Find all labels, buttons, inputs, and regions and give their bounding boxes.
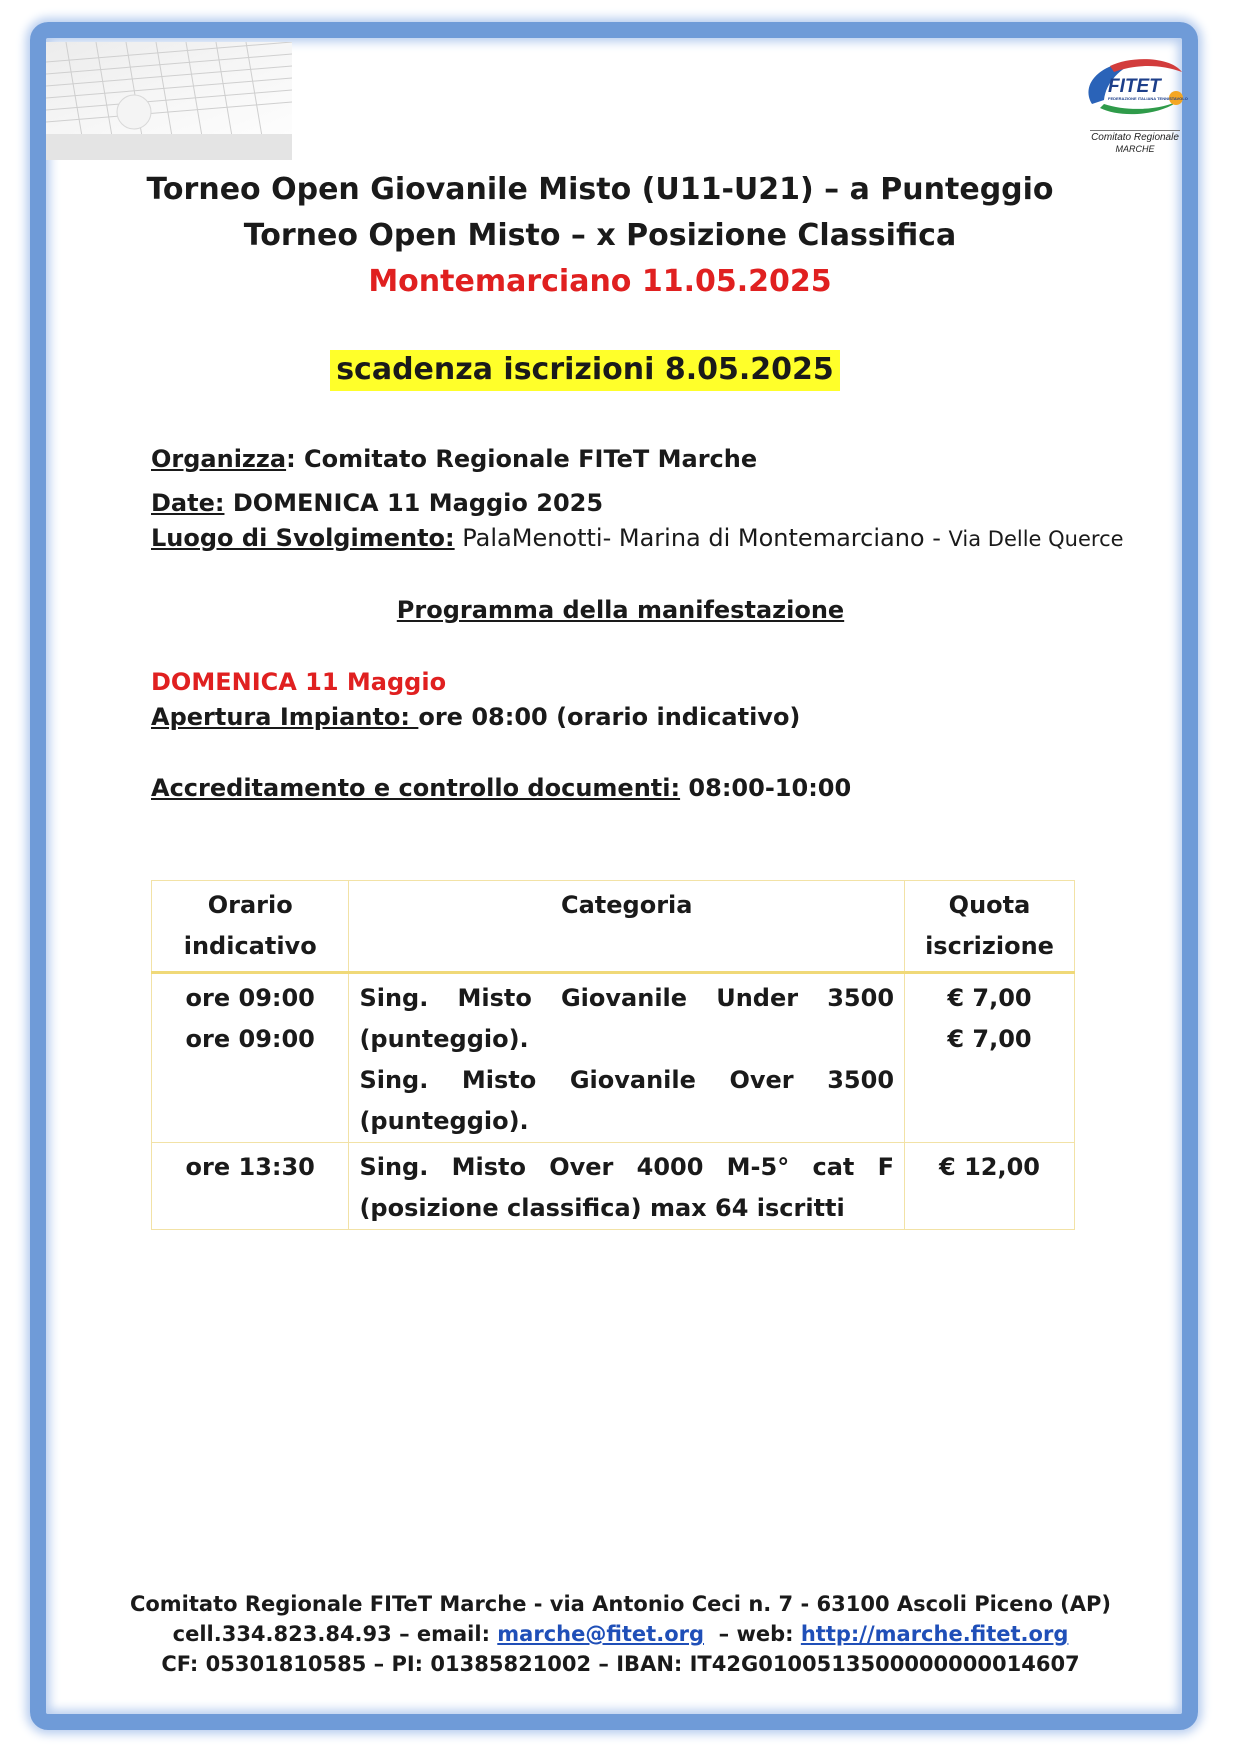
time-value: ore 09:00 <box>185 1025 315 1053</box>
accredito-value: 08:00-10:00 <box>680 774 852 802</box>
organizza-label: Organizza <box>151 445 287 473</box>
luogo-address: Via Delle Querce <box>948 527 1124 551</box>
fee-cell <box>905 973 1075 1143</box>
date-value: DOMENICA 11 Maggio 2025 <box>224 489 604 517</box>
time-value: ore 09:00 <box>185 984 315 1012</box>
organizza-line <box>151 445 757 473</box>
apertura-line <box>151 703 800 731</box>
luogo-line <box>151 524 1124 552</box>
fitet-logo <box>1070 54 1200 158</box>
apertura-value: ore 08:00 (orario indicativo) <box>418 703 801 731</box>
fee-value: € 12,00 <box>939 1153 1040 1181</box>
logo-tagline: FEDERAZIONE ITALIANA TENNISTAVOLO <box>1108 96 1188 101</box>
footer-fiscal: CF: 05301810585 – PI: 01385821002 – IBAN: IT42G0100513500000000014607 <box>161 1652 1080 1676</box>
category-value: Sing. Misto Over 4000 M-5° cat F (posizione classifica) max 64 iscritti <box>359 1153 895 1222</box>
accredito-label: Accreditamento e controllo documenti: <box>151 774 681 802</box>
table-header-row <box>152 881 1075 973</box>
footer-contacts <box>0 1622 1241 1646</box>
category-cell <box>349 973 905 1143</box>
accredito-line <box>151 774 851 802</box>
fee-value: € 7,00 <box>947 984 1032 1012</box>
footer-web-label: – web: <box>704 1622 801 1646</box>
table-row <box>152 1143 1075 1230</box>
header-categoria: Categoria <box>349 881 905 973</box>
date-label: Date: <box>151 489 225 517</box>
logo-divider <box>1090 130 1180 131</box>
luogo-label: Luogo di Svolgimento: <box>151 524 455 552</box>
logo-committee: Comitato Regionale <box>1091 132 1179 143</box>
header-quota <box>905 881 1075 973</box>
category-value: Sing. Misto Giovanile Over 3500 (punteggio). <box>359 1066 895 1135</box>
fee-value: € 7,00 <box>947 1025 1032 1053</box>
table-tennis-net-photo <box>46 42 292 160</box>
organizza-value: : Comitato Regionale FITeT Marche <box>286 445 758 473</box>
header-orario <box>152 881 349 973</box>
luogo-value: PalaMenotti- Marina di Montemarciano - <box>454 524 949 552</box>
title-line-3: Montemarciano 11.05.2025 <box>368 264 832 299</box>
category-cell <box>349 1143 905 1230</box>
programma-heading: Programma della manifestazione <box>396 596 845 624</box>
time-cell <box>152 973 349 1143</box>
deadline-text: scadenza iscrizioni 8.05.2025 <box>330 350 840 391</box>
header-quota-line2: iscrizione <box>925 932 1054 960</box>
header-quota-line1: Quota <box>948 891 1031 919</box>
time-cell <box>152 1143 349 1230</box>
time-value: ore 13:30 <box>185 1153 315 1181</box>
category-value: Sing. Misto Giovanile Under 3500 (punteggio). <box>359 984 895 1053</box>
day-heading: DOMENICA 11 Maggio <box>151 668 447 696</box>
logo-region: MARCHE <box>1115 144 1155 154</box>
logo-brand: FITET <box>1108 76 1161 97</box>
web-link[interactable]: http://marche.fitet.org <box>800 1622 1069 1646</box>
title-line-1: Torneo Open Giovanile Misto (U11-U21) – a Punteggio <box>146 172 1054 207</box>
table-row <box>152 973 1075 1143</box>
footer-address: Comitato Regionale FITeT Marche - via Antonio Ceci n. 7 - 63100 Ascoli Piceno (AP) <box>129 1592 1112 1616</box>
title-line-2: Torneo Open Misto – x Posizione Classifica <box>243 218 957 253</box>
deadline-banner <box>0 352 1170 387</box>
footer-cell: cell.334.823.84.93 – email: <box>172 1622 498 1646</box>
schedule-table <box>151 880 1075 1230</box>
fee-cell <box>905 1143 1075 1230</box>
apertura-label: Apertura Impianto: <box>151 703 419 731</box>
header-orario-line2: indicativo <box>183 932 317 960</box>
header-orario-line1: Orario <box>207 891 293 919</box>
email-link[interactable]: marche@fitet.org <box>497 1622 705 1646</box>
date-line <box>151 489 603 517</box>
